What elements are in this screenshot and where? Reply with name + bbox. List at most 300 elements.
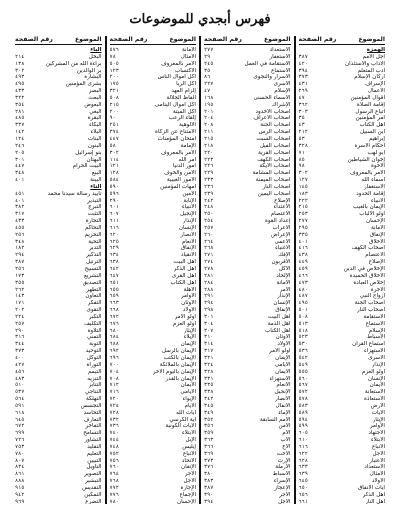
index-entry <box>299 211 386 218</box>
index-entry <box>15 307 102 314</box>
index-entry <box>15 389 102 396</box>
entry-topic: التحريم <box>84 231 102 238</box>
entry-page-number: ٢١٥ <box>298 204 308 211</box>
index-column-1 <box>296 36 389 504</box>
index-entry <box>110 471 197 478</box>
index-entry <box>110 307 197 314</box>
entry-page-number: ١٧٣ <box>15 272 25 279</box>
entry-page-number: ٦١٦ <box>109 224 119 231</box>
entry-topic: امتحان المؤمنات <box>157 135 196 142</box>
entry-topic: التضرع <box>85 498 102 504</box>
index-entry <box>15 471 102 478</box>
entry-topic: التهلكة <box>86 396 102 403</box>
entry-topic: الإيمان <box>180 341 196 348</box>
entry-topic: أكل الربا <box>176 81 196 88</box>
entry-page-number: ٦٩٩ <box>15 430 25 437</box>
index-entry <box>204 451 291 458</box>
entry-page-number: ٦٢٨ <box>298 457 308 464</box>
entry-topic: الاجتهاد <box>368 430 385 437</box>
entry-page-number: ٨٣٤ <box>15 464 25 471</box>
index-entry <box>15 430 102 437</box>
entry-page-number: ٨٦١ <box>15 471 25 478</box>
index-entry <box>299 157 386 164</box>
index-entry <box>110 218 197 225</box>
entry-topic: أصحاب الرس <box>258 129 291 136</box>
index-entry <box>299 423 386 430</box>
index-entry <box>15 211 102 218</box>
entry-page-number: ٦٠١ <box>109 204 119 211</box>
entry-topic: الاستعداد <box>364 464 385 471</box>
entry-page-number: ١٤٢ <box>15 129 25 136</box>
entry-page-number: ٢٥٤ <box>204 218 214 225</box>
entry-page-number: ٦٧٢ <box>109 313 119 320</box>
index-entry <box>15 423 102 430</box>
entry-topic: الاستقامة <box>363 313 385 320</box>
entry-page-number: ٢٢٧ <box>204 81 214 88</box>
index-entry <box>110 81 197 88</box>
entry-topic: الإحسان <box>365 218 385 225</box>
entry-topic: الإيمان بالكتب <box>163 354 196 361</box>
entry-topic: البنون <box>87 142 102 149</box>
index-entry <box>15 499 102 504</box>
entry-page-number: ٢٧٧ <box>204 47 214 53</box>
entry-topic: الاستماع <box>271 67 291 74</box>
entry-page-number: ٣٢١ <box>204 354 214 361</box>
entry-page-number: ٤٢٧ <box>15 361 25 368</box>
index-entry <box>204 109 291 116</box>
entry-topic: الأنصار <box>274 396 291 403</box>
entry-page-number: ٤٣١ <box>298 81 308 88</box>
index-entry <box>299 109 386 116</box>
entry-page-number: ٧٦٨ <box>109 478 119 485</box>
index-entry <box>299 328 386 335</box>
entry-page-number: ٧٨٠ <box>109 498 119 504</box>
entry-page-number: ٧١٦ <box>109 389 119 396</box>
index-entry <box>110 444 197 451</box>
entry-topic: الأعمال <box>367 88 385 95</box>
index-entry <box>15 136 102 143</box>
entry-page-number: ٥٨٣ <box>298 402 308 409</box>
entry-topic: الآيات <box>371 409 385 416</box>
index-entry <box>204 417 291 424</box>
entry-topic: أهل الكتاب <box>264 327 291 334</box>
entry-topic: التفكر <box>87 300 102 307</box>
entry-topic: الأسماء الحسنى <box>253 94 291 101</box>
entry-page-number: ٤٧٣ <box>298 279 308 286</box>
index-entry <box>15 232 102 239</box>
index-entry <box>204 341 291 348</box>
entry-page-number: ٦٢٠ <box>109 231 119 238</box>
column-header <box>299 36 386 45</box>
entry-topic: الإنفاق <box>180 245 196 252</box>
entry-topic: الأجل <box>183 478 196 485</box>
index-entry <box>110 478 197 485</box>
index-entry <box>110 348 197 355</box>
entry-topic: الإصلاح <box>274 197 291 204</box>
index-entry <box>15 348 102 355</box>
entry-topic: الأمانة <box>276 279 291 286</box>
entry-topic: الأنفال <box>275 402 291 409</box>
entry-page-number: ٢١٥ <box>204 135 214 142</box>
entry-page-number: ٤٩٣ <box>15 74 25 81</box>
index-entry <box>299 417 386 424</box>
index-entry <box>299 492 386 499</box>
entry-topic: البيت الحرام <box>72 163 102 170</box>
index-entry <box>299 150 386 157</box>
index-entry <box>15 369 102 376</box>
entry-topic: أصحاب الأيكة <box>259 163 291 170</box>
entry-topic: التوكل <box>86 354 102 361</box>
entry-page-number: ٣٥٥ <box>15 279 25 286</box>
entry-topic: أولو الألباب <box>359 211 385 218</box>
entry-page-number: ١٧٥ <box>109 81 119 88</box>
entry-page-number: ٧٠٨ <box>109 375 119 382</box>
entry-topic: الإيثار <box>372 416 385 423</box>
index-entry <box>204 430 291 437</box>
index-entry <box>204 157 291 164</box>
index-entry <box>204 129 291 136</box>
index-entry <box>110 177 197 184</box>
column-header <box>204 36 291 45</box>
entry-topic: أمهات المؤمنين <box>160 183 196 190</box>
entry-page-number: ٧٣٦ <box>109 423 119 430</box>
entry-page-number: ٣٣٥ <box>298 231 308 238</box>
entry-topic: الاتباع <box>182 450 196 457</box>
index-entry <box>299 81 386 88</box>
entry-page-number: ٤٩٥ <box>15 81 25 88</box>
entry-page-number: ٣٣٥ <box>204 382 214 389</box>
entry-topic: الأرض <box>370 402 385 409</box>
entry-topic: الأوثان <box>181 300 196 307</box>
entry-topic: الإنذار <box>277 293 291 300</box>
entry-page-number: ٢٩ <box>204 53 211 60</box>
entry-page-number: ٣٦٩ <box>204 450 214 457</box>
entry-topic: الإيمان بالغيب <box>353 204 385 211</box>
index-entry <box>299 136 386 143</box>
entry-topic: التوبة <box>89 341 102 348</box>
entry-topic: الأيام <box>184 402 196 409</box>
entry-page-number: ٣٤٥ <box>204 402 214 409</box>
index-entry <box>110 451 197 458</box>
index-entry <box>15 157 102 164</box>
entry-topic: البصر <box>88 88 102 95</box>
index-entry <box>15 382 102 389</box>
entry-page-number: ٢٠٠ <box>109 74 119 81</box>
entry-topic: أصحاب النار <box>262 183 291 190</box>
entry-topic: التكليف <box>84 320 102 327</box>
entry-topic: البغي <box>89 108 102 115</box>
index-entry <box>110 232 197 239</box>
index-entry <box>15 321 102 328</box>
entry-page-number: ٣٠٢ <box>298 170 308 177</box>
entry-topic: الإسراء <box>273 478 291 485</box>
entry-page-number: ٤٨٣ <box>15 375 25 382</box>
entry-page-number: ٦٥٦ <box>298 491 308 498</box>
entry-page-number: ٢١٢ <box>298 129 308 136</box>
entry-page-number: ٥٤٩ <box>298 361 308 368</box>
entry-page-number: ٢٤٥ <box>204 60 214 67</box>
entry-topic: الإنابة <box>183 197 196 204</box>
entry-topic: إبراهيم <box>368 135 385 142</box>
entry-topic: أدب المتعلم <box>357 67 385 74</box>
entry-topic: أصحاب الأخدود <box>255 108 291 115</box>
entry-topic: الأمر <box>279 286 291 293</box>
entry-page-number: ٢١٥ <box>109 101 119 108</box>
entry-topic: الأسباط <box>272 471 291 478</box>
entry-page-number: ٤٤٩ <box>298 259 308 266</box>
index-entry <box>15 437 102 444</box>
entry-page-number: ٦٥١ <box>109 279 119 286</box>
entry-page-number: ٣٨٧ <box>204 485 214 491</box>
index-entry <box>204 485 291 492</box>
entry-topic: الإسراف <box>365 81 385 88</box>
index-entry <box>204 218 291 225</box>
entry-topic: الأولاد <box>371 478 385 485</box>
entry-page-number: ٣٥٦ <box>204 423 214 430</box>
entry-page-number: ٢٠٠ <box>109 108 119 115</box>
index-entry <box>204 362 291 369</box>
entry-topic: بشرى المؤمنين <box>65 81 102 88</box>
entry-page-number: ١٢٤ <box>15 135 25 142</box>
index-entry <box>15 225 102 232</box>
index-entry <box>204 389 291 396</box>
entry-page-number: ٣٠١ <box>15 156 25 163</box>
index-entry <box>15 485 102 492</box>
index-entry <box>299 369 386 376</box>
entry-topic: الأخوة <box>370 163 385 170</box>
entry-topic: الاستقامة في العمل <box>244 60 291 67</box>
index-entry <box>299 464 386 471</box>
entry-topic: الإصلاح <box>368 259 385 266</box>
index-entry <box>110 458 197 465</box>
entry-page-number: ٧٧٦ <box>109 491 119 498</box>
entry-topic: البلاء <box>90 129 102 136</box>
entry-page-number: ٥٩٩ <box>298 423 308 430</box>
index-entry <box>299 266 386 273</box>
index-entry <box>15 280 102 287</box>
entry-page-number: ٧٥٦ <box>109 457 119 464</box>
index-entry <box>299 68 386 75</box>
section-letter <box>15 47 102 54</box>
entry-page-number: ٢٧١ <box>204 252 214 259</box>
entry-page-number: ٦٩٦ <box>109 354 119 361</box>
entry-page-number: ٤٦٦ <box>298 272 308 279</box>
index-entry <box>110 499 197 504</box>
entry-topic: الآخرة <box>370 286 385 293</box>
index-entry <box>299 403 386 410</box>
entry-topic: التدبر <box>88 245 102 252</box>
entry-page-number: ٤٤٧ <box>109 135 119 142</box>
index-entry <box>299 61 386 68</box>
entry-topic: أولو العزم <box>172 320 196 327</box>
entry-topic: الاعتداء <box>273 204 291 211</box>
entry-topic: أمور الدنيا <box>172 163 196 170</box>
entry-page-number: ٣٣١ <box>204 375 214 382</box>
entry-topic: الأمانة <box>181 47 196 53</box>
entry-topic: الأنبياء <box>370 197 385 204</box>
entry-topic: الأمر بالمعروف <box>160 60 196 67</box>
index-entry <box>15 266 102 273</box>
entry-topic: الانقياد <box>180 252 196 259</box>
entry-page-number: ٥٤٢ <box>298 354 308 361</box>
entry-topic: الإشراك <box>271 101 291 108</box>
entry-page-number: ٣٦٢ <box>298 101 308 108</box>
entry-topic: الإنذار <box>371 361 385 368</box>
entry-topic: إعداد القوة <box>264 218 291 225</box>
index-entry <box>204 232 291 239</box>
entry-page-number: ٢٥٠ <box>204 211 214 218</box>
entry-page-number: ٦٢٥ <box>109 238 119 245</box>
entry-topic: الأمين <box>182 190 196 197</box>
entry-topic: التمكين <box>84 491 102 498</box>
header-topic: الموضوع <box>74 36 102 43</box>
entry-topic: أصحاب الكهف <box>351 245 385 252</box>
entry-topic: البخل <box>88 53 102 60</box>
entry-topic: الأهلة <box>183 286 196 293</box>
entry-topic: إلقاء الرعب <box>168 115 196 122</box>
index-entry <box>299 382 386 389</box>
index-entry <box>110 74 197 81</box>
entry-topic: الاستعداد <box>269 47 291 53</box>
entry-topic: الاستعاذة <box>364 396 385 403</box>
entry-page-number: ٢٢٤ <box>15 313 25 320</box>
entry-topic: الأخ <box>282 443 291 450</box>
entry-topic: التأويل <box>86 464 102 471</box>
entry-page-number: ٦٤٢ <box>109 266 119 272</box>
index-entry <box>110 492 197 499</box>
entry-topic: الاعتصام <box>270 211 291 218</box>
entry-page-number: ٢٥٦ <box>15 266 25 272</box>
index-column-3 <box>107 36 202 504</box>
index-entry <box>204 293 291 300</box>
index-entry <box>204 198 291 205</box>
entry-topic: الأسباط <box>367 334 385 341</box>
index-entry <box>299 376 386 383</box>
entry-page-number: ٧٢٠ <box>109 396 119 403</box>
index-entry <box>15 198 102 205</box>
index-entry <box>204 307 291 314</box>
entry-page-number: ٣٩٠ <box>204 491 214 498</box>
entry-topic: الأولاد <box>182 307 196 314</box>
entry-topic: الإيلاء <box>183 334 196 341</box>
entry-topic: الهمزة <box>366 47 385 53</box>
entry-topic: أهل الذكر <box>362 491 385 498</box>
entry-topic: الإنسان <box>273 300 291 307</box>
entry-page-number: ٦٦٨ <box>109 307 119 314</box>
entry-topic: الأمثال <box>180 53 196 60</box>
header-page: رقم الصفحة <box>109 36 148 43</box>
entry-topic: التصوير <box>84 471 102 478</box>
index-entry <box>110 198 197 205</box>
entry-page-number: ٦٦٣ <box>109 300 119 307</box>
entry-page-number: ٢٦٢ <box>15 286 25 293</box>
index-entry <box>110 437 197 444</box>
entry-page-number: ٣٢٨ <box>204 368 214 375</box>
index-entry <box>299 396 386 403</box>
index-entry <box>299 102 386 109</box>
entry-topic: أولو الأمر <box>174 313 196 320</box>
index-entry <box>204 239 291 246</box>
index-entry <box>204 314 291 321</box>
entry-page-number: ٨٨٨ <box>15 478 25 485</box>
index-entry <box>15 115 102 122</box>
entry-topic: التسامح <box>83 430 102 437</box>
entry-page-number: ١٢٧ <box>298 177 308 184</box>
entry-page-number: ٨٦ <box>204 74 211 81</box>
entry-page-number: ٣٠٧ <box>204 327 214 334</box>
entry-page-number: ٨٥ <box>298 156 305 163</box>
index-entry <box>299 129 386 136</box>
header-page: رقم الصفحة <box>15 36 53 43</box>
entry-topic: التنابز <box>88 382 102 389</box>
entry-page-number: ٧٥٢ <box>109 450 119 457</box>
index-entry <box>299 451 386 458</box>
entry-page-number: ٥٩٠ <box>109 183 119 190</box>
entry-page-number: ٥٣٠ <box>298 341 308 348</box>
index-entry <box>299 191 386 198</box>
page-title: فهرس أبجدي للموضوعات <box>129 12 271 27</box>
entry-page-number: ٢٨١ <box>204 272 214 279</box>
entry-page-number: ٩٠ <box>109 115 116 122</box>
entry-topic: الإنفاق <box>275 307 291 314</box>
index-entry <box>299 280 386 287</box>
index-entry <box>204 369 291 376</box>
index-entry <box>299 259 386 266</box>
entry-page-number: ٣٧٣ <box>204 457 214 464</box>
entry-topic: الإيثار <box>183 327 196 334</box>
index-entry <box>299 437 386 444</box>
entry-topic: الأقربون <box>271 259 291 266</box>
entry-page-number: ٢٤٢ <box>204 197 214 204</box>
index-entry <box>15 328 102 335</box>
entry-page-number: ٥٧٨ <box>298 396 308 403</box>
index-entry <box>110 334 197 341</box>
entry-topic: الإخلاص في الدين <box>343 266 385 272</box>
entry-topic: البهتان <box>86 156 102 163</box>
entry-topic: أسماء الله <box>361 177 385 184</box>
entry-page-number: ٦١٠ <box>298 437 308 444</box>
entry-topic: البكاء <box>89 122 102 129</box>
entry-topic: الأمم السابقة <box>259 416 291 423</box>
entry-page-number: ٧٤٤ <box>109 437 119 444</box>
entry-page-number: ٣٧٣ <box>15 348 25 355</box>
index-entry <box>204 355 291 362</box>
index-entry <box>110 382 197 389</box>
entry-topic: الأكل <box>278 266 291 272</box>
index-entry <box>15 451 102 458</box>
entry-topic: الإجارة <box>180 485 196 491</box>
entry-topic: أمر المؤمنين <box>355 115 385 122</box>
entry-topic: اتباع الرسول <box>355 108 385 115</box>
index-entry <box>110 157 197 164</box>
entry-topic: التبرج <box>88 204 102 211</box>
entry-page-number: ٢٨٤ <box>204 279 214 286</box>
entry-topic: الآداب والاستئذان <box>345 60 385 67</box>
index-entry <box>15 252 102 259</box>
index-entry <box>110 95 197 102</box>
entry-topic: الإنجيل <box>180 211 196 218</box>
entry-page-number: ٧٤٠ <box>109 430 119 437</box>
index-entry <box>299 198 386 205</box>
entry-page-number: ٦١٦ <box>298 443 308 450</box>
index-column-4 <box>12 36 107 504</box>
entry-topic: الإعراض <box>271 231 291 238</box>
entry-topic: أحكام الأسرة <box>354 142 385 149</box>
entry-page-number: ٦٣٤ <box>109 252 119 259</box>
entry-topic: التذكير <box>86 252 102 259</box>
entry-topic: أمر الله <box>178 156 196 163</box>
entry-topic: أصحاب الكهف <box>257 156 291 163</box>
